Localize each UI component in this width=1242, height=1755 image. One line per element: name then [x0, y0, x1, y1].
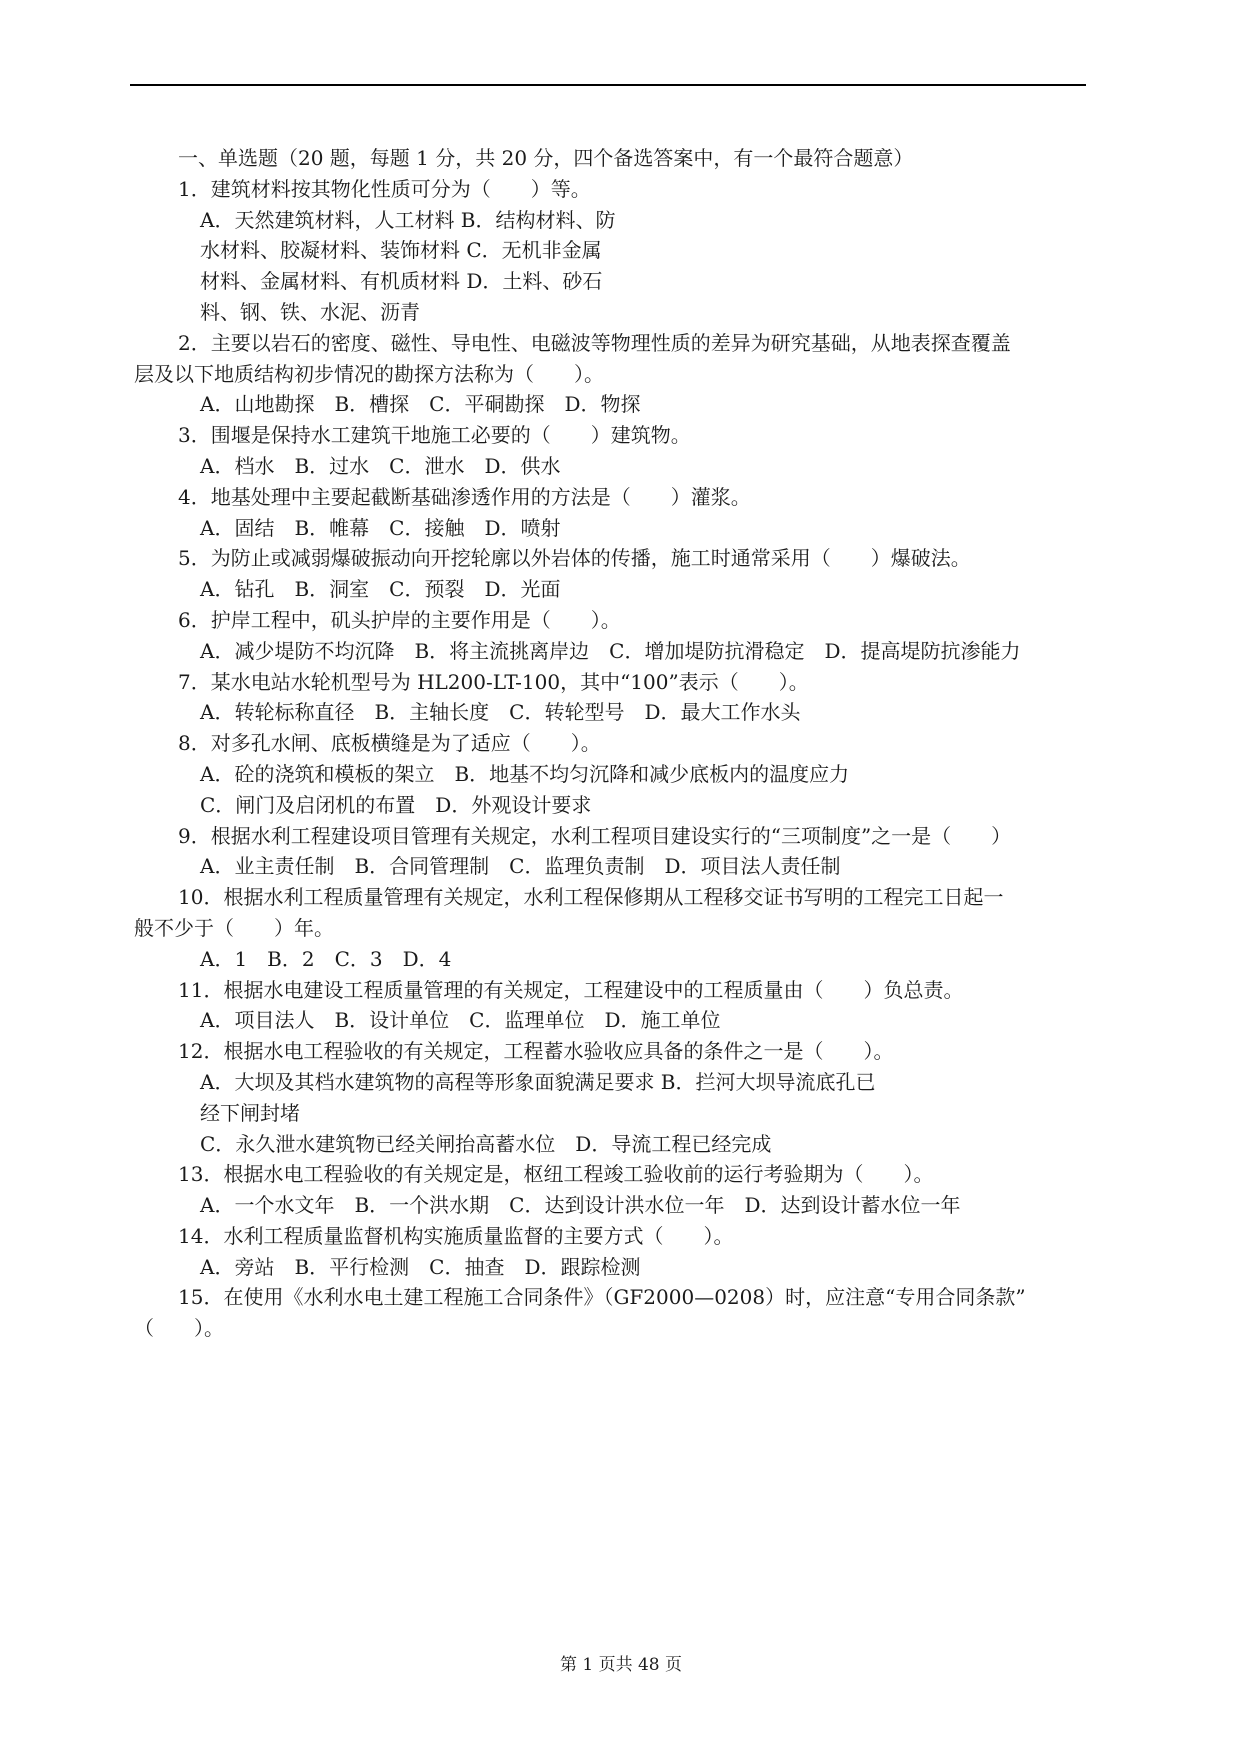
document-line: 12．根据水电工程验收的有关规定，工程蓄水验收应具备的条件之一是（ ）。: [178, 1039, 894, 1064]
exam-content: [134, 143, 1082, 1344]
document-line: A．砼的浇筑和模板的架立 B．地基不均匀沉降和减少底板内的温度应力: [200, 761, 850, 786]
document-line: 一、单选题（20 题，每题 1 分，共 20 分，四个备选答案中，有一个最符合题意）: [178, 146, 914, 170]
document-line: 层及以下地质结构初步情况的勘探方法称为（ ）。: [134, 361, 604, 386]
page-number: 第 1 页共 48 页: [559, 1655, 683, 1675]
document-line: 2．主要以岩石的密度、磁性、导电性、电磁波等物理性质的差异为研究基础，从地表探查覆盖: [178, 330, 1011, 355]
document-line: A．1 B．2 C．3 D．4: [200, 946, 452, 971]
document-line: 般不少于（ ）年。: [134, 915, 334, 940]
document-line: 材料、金属材料、有机质材料 D．土料、砂石: [200, 269, 603, 294]
document-line: C．闸门及启闭机的布置 D．外观设计要求: [200, 792, 592, 817]
document-line: A．旁站 B．平行检测 C．抽查 D．跟踪检测: [200, 1254, 641, 1279]
document-line: 4．地基处理中主要起截断基础渗透作用的方法是（ ）灌浆。: [178, 484, 751, 509]
document-line: A．减少堤防不均沉降 B．将主流挑离岸边 C．增加堤防抗滑稳定 D．提高堤防抗渗能力: [200, 638, 1021, 663]
document-line: A．项目法人 B．设计单位 C．监理单位 D．施工单位: [200, 1008, 721, 1033]
document-line: 15．在使用《水利水电土建工程施工合同条件》（GF2000—0208）时，应注意“专用合同条款”: [178, 1285, 1026, 1310]
document-line: A．钻孔 B．洞室 C．预裂 D．光面: [200, 577, 561, 602]
document-line: 11．根据水电建设工程质量管理的有关规定，工程建设中的工程质量由（ ）负总责。: [178, 977, 964, 1002]
document-line: 料、钢、铁、水泥、沥青: [200, 299, 420, 324]
document-line: 水材料、胶凝材料、装饰材料 C．无机非金属: [200, 238, 602, 263]
document-line: A．转轮标称直径 B．主轴长度 C．转轮型号 D．最大工作水头: [200, 700, 801, 725]
document-line: 8．对多孔水闸、底板横缝是为了适应（ ）。: [178, 731, 601, 756]
document-line: 13．根据水电工程验收的有关规定是，枢纽工程竣工验收前的运行考验期为（ ）。: [178, 1162, 934, 1187]
document-line: A．山地勘探 B．槽探 C．平硐勘探 D．物探: [200, 392, 641, 417]
document-line: 1．建筑材料按其物化性质可分为（ ）等。: [178, 176, 591, 201]
document-line: （ ）。: [134, 1316, 224, 1341]
document-line: 14．水利工程质量监督机构实施质量监督的主要方式（ ）。: [178, 1223, 734, 1248]
document-line: C．永久泄水建筑物已经关闸抬高蓄水位 D．导流工程已经完成: [200, 1131, 772, 1156]
document-line: A．天然建筑材料，人工材料 B．结构材料、防: [200, 207, 616, 232]
document-line: 6．护岸工程中，矶头护岸的主要作用是（ ）。: [178, 607, 621, 632]
document-line: 9．根据水利工程建设项目管理有关规定，水利工程项目建设实行的“三项制度”之一是（ ）: [178, 823, 1012, 848]
document-line: 3．围堰是保持水工建筑干地施工必要的（ ）建筑物。: [178, 423, 691, 448]
document-line: A．固结 B．帷幕 C．接触 D．喷射: [200, 515, 561, 540]
document-line: A．大坝及其档水建筑物的高程等形象面貌满足要求 B．拦河大坝导流底孔已: [200, 1069, 876, 1094]
document-line: A．业主责任制 B．合同管理制 C．监理负责制 D．项目法人责任制: [200, 854, 841, 879]
document-line: A．一个水文年 B．一个洪水期 C．达到设计洪水位一年 D．达到设计蓄水位一年: [200, 1193, 961, 1218]
document-line: 经下闸封堵: [200, 1100, 300, 1125]
document-line: A．档水 B．过水 C．泄水 D．供水: [200, 453, 561, 478]
document-line: 5．为防止或减弱爆破振动向开挖轮廓以外岩体的传播，施工时通常采用（ ）爆破法。: [178, 546, 971, 571]
document-line: 7．某水电站水轮机型号为 HL200-LT-100，其中“100”表示（ ）。: [178, 669, 809, 694]
document-line: 10．根据水利工程质量管理有关规定，水利工程保修期从工程移交证书写明的工程完工日起一: [178, 885, 1004, 910]
header-rule: [130, 84, 1086, 86]
